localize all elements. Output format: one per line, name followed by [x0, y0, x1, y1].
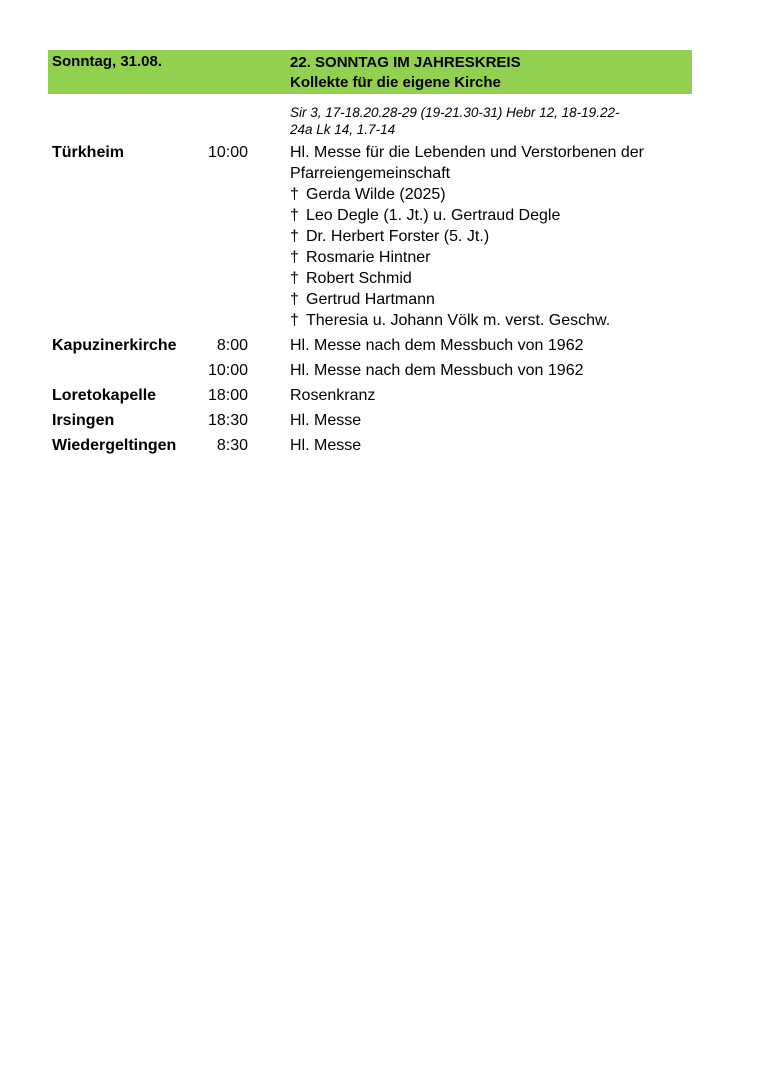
service-description [290, 142, 690, 331]
service-time: 18:30 [207, 412, 248, 429]
header-title [290, 53, 521, 93]
service-desc-line: Pfarreiengemeinschaft [290, 165, 451, 182]
service-description: Hl. Messe [290, 437, 362, 454]
scripture-readings [290, 104, 690, 138]
service-row-wiedergeltingen [48, 435, 692, 456]
service-row-irsingen [48, 410, 692, 431]
service-description: Hl. Messe nach dem Messbuch von 1962 [290, 337, 584, 354]
service-desc-line: Hl. Messe für die Lebenden und Verstorbenen der [290, 144, 645, 161]
header-title-collection: Kollekte für die eigene Kirche [290, 74, 501, 91]
service-row-tuerkheim [48, 142, 692, 331]
service-place: Wiedergeltingen [52, 437, 177, 454]
service-row-kapuzinerkirche [48, 335, 692, 356]
service-time: 10:00 [207, 144, 248, 161]
liturgy-schedule [48, 50, 692, 456]
service-time: 18:00 [207, 387, 248, 404]
service-description: Hl. Messe nach dem Messbuch von 1962 [290, 362, 584, 379]
cross-icon: † [290, 270, 299, 287]
cross-icon: † [290, 228, 299, 245]
service-time: 8:30 [216, 437, 248, 454]
service-time: 8:00 [216, 337, 248, 354]
service-place: Kapuzinerkirche [52, 337, 177, 354]
cross-icon: † [290, 291, 299, 308]
service-row-kapuzinerkirche-2 [48, 360, 692, 381]
intention-item: † Dr. Herbert Forster (5. Jt.) [290, 228, 490, 245]
service-place: Irsingen [52, 412, 115, 429]
service-description: Hl. Messe [290, 412, 362, 429]
intention-item: † Theresia u. Johann Völk m. verst. Geschw. [290, 312, 611, 329]
intention-item: † Robert Schmid [290, 270, 412, 287]
service-place: Türkheim [52, 144, 125, 161]
service-time: 10:00 [207, 362, 248, 379]
intention-item: † Gerda Wilde (2025) [290, 186, 446, 203]
cross-icon: † [290, 207, 299, 224]
service-description: Rosenkranz [290, 387, 376, 404]
header-date: Sonntag, 31.08. [52, 53, 163, 70]
service-row-loretokapelle [48, 385, 692, 406]
intention-item: † Rosmarie Hintner [290, 249, 431, 266]
intention-item: † Gertrud Hartmann [290, 291, 435, 308]
readings-line-1: Sir 3, 17-18.20.28-29 (19-21.30-31) Hebr 12, 18-19.22- [290, 105, 620, 120]
cross-icon: † [290, 312, 299, 329]
cross-icon: † [290, 186, 299, 203]
header-title-feast: 22. SONNTAG IM JAHRESKREIS [290, 54, 521, 71]
readings-line-2: 24a Lk 14, 1.7-14 [290, 122, 396, 137]
service-place: Loretokapelle [52, 387, 157, 404]
intention-item: † Leo Degle (1. Jt.) u. Gertraud Degle [290, 207, 561, 224]
day-header [48, 50, 692, 94]
cross-icon: † [290, 249, 299, 266]
